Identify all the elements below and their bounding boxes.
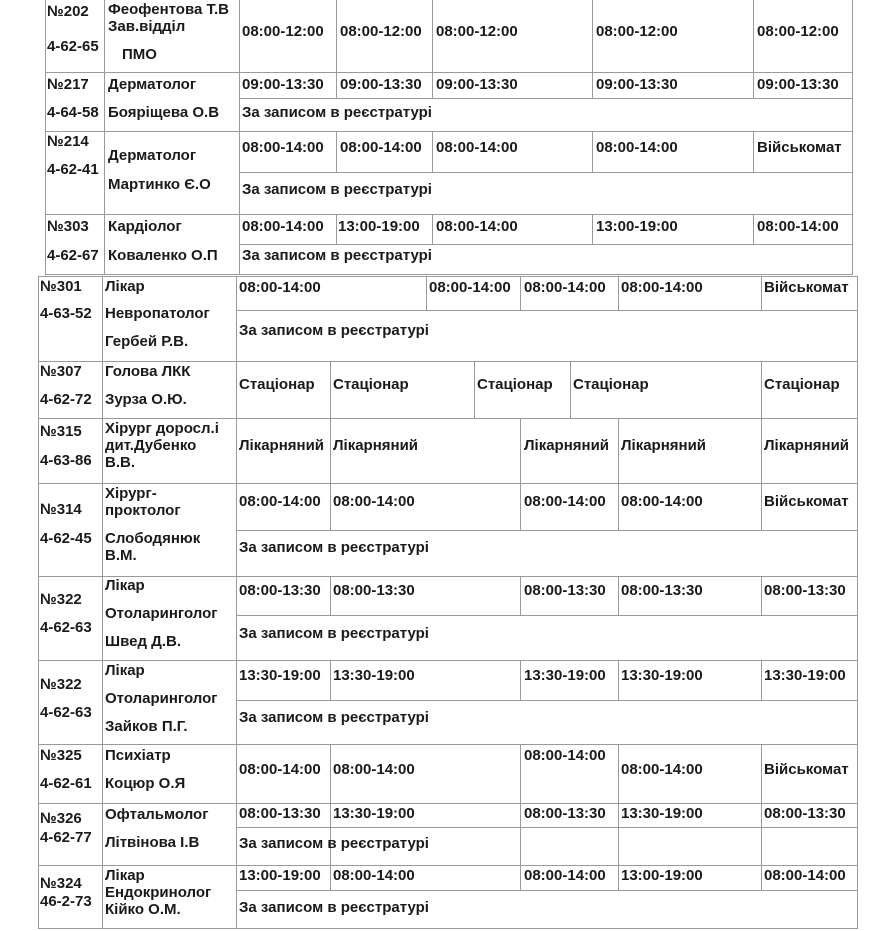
doctor-line: проктолог bbox=[105, 502, 181, 519]
schedule-cell: 08:00-14:00 bbox=[524, 867, 606, 884]
doctor-line: Ендокринолог bbox=[105, 884, 212, 901]
schedule-cell: 08:00-14:00 bbox=[764, 867, 846, 884]
room-number: №202 bbox=[47, 3, 89, 20]
appointment-note: За записом в реєстратурі bbox=[239, 625, 429, 642]
schedule-cell: Лікарняний bbox=[764, 437, 850, 454]
schedule-cell: 13:30-19:00 bbox=[764, 667, 846, 684]
schedule-cell: 08:00-14:00 bbox=[242, 139, 324, 156]
phone-number: 4-63-86 bbox=[40, 452, 92, 469]
room-number: №217 bbox=[47, 76, 89, 93]
schedule-cell: 13:30-19:00 bbox=[621, 805, 703, 822]
schedule-cell: 08:00-14:00 bbox=[239, 761, 321, 778]
doctor-line: Зайков П.Г. bbox=[105, 718, 188, 735]
schedule-cell: 08:00-13:30 bbox=[621, 582, 703, 599]
doctor-line: Бояріщева О.В bbox=[108, 104, 220, 121]
doctor-line: Лікар bbox=[105, 278, 145, 295]
schedule-cell: 09:00-13:30 bbox=[596, 76, 678, 93]
schedule-cell: 08:00-14:00 bbox=[429, 279, 511, 296]
doctor-line: Невропатолог bbox=[105, 305, 210, 322]
doctor-line: Отоларинголог bbox=[105, 605, 218, 622]
schedule-cell: Лікарняний bbox=[333, 437, 419, 454]
schedule-cell: 13:00-19:00 bbox=[621, 867, 703, 884]
schedule-cell: Стаціонар bbox=[764, 376, 840, 393]
room-number: №301 bbox=[40, 278, 82, 295]
doctor-line: Зурза О.Ю. bbox=[105, 391, 187, 408]
doctor-line: Психіатр bbox=[105, 747, 171, 764]
room-number: №303 bbox=[47, 218, 89, 235]
phone-number: 4-62-77 bbox=[40, 829, 92, 846]
schedule-cell: Лікарняний bbox=[621, 437, 707, 454]
appointment-note: За записом в реєстратурі bbox=[239, 835, 429, 852]
schedule-cell: 13:30-19:00 bbox=[333, 805, 415, 822]
schedule-cell: 08:00-13:30 bbox=[239, 805, 321, 822]
phone-number: 4-63-52 bbox=[40, 305, 92, 322]
phone-number: 4-62-67 bbox=[47, 247, 99, 264]
schedule-cell: 13:30-19:00 bbox=[621, 667, 703, 684]
phone-number: 4-62-41 bbox=[47, 161, 99, 178]
schedule-cell: 09:00-13:30 bbox=[340, 76, 422, 93]
doctor-line: Мартинко Є.О bbox=[108, 176, 211, 193]
phone-number: 4-62-63 bbox=[40, 704, 92, 721]
schedule-cell: 13:00-19:00 bbox=[338, 218, 420, 235]
schedule-cell: 08:00-14:00 bbox=[333, 761, 415, 778]
schedule-cell: 08:00-14:00 bbox=[621, 279, 703, 296]
doctor-line: Літвінова І.В bbox=[105, 834, 200, 851]
room-number: №322 bbox=[40, 676, 82, 693]
schedule-cell: 08:00-12:00 bbox=[436, 23, 518, 40]
phone-number: 4-62-72 bbox=[40, 391, 92, 408]
schedule-cell: 08:00-12:00 bbox=[340, 23, 422, 40]
doctor-line: Коваленко О.П bbox=[108, 247, 218, 264]
doctor-line: Коцюр О.Я bbox=[105, 775, 186, 792]
schedule-cell: Лікарняний bbox=[239, 437, 325, 454]
doctor-line: Лікар bbox=[105, 577, 145, 594]
schedule-cell: 09:00-13:30 bbox=[757, 76, 839, 93]
doctor-line: Дерматолог bbox=[108, 147, 197, 164]
room-number: №326 bbox=[40, 810, 82, 827]
doctor-line: Хірург- bbox=[105, 485, 157, 502]
room-number: №322 bbox=[40, 591, 82, 608]
schedule-cell: 08:00-14:00 bbox=[596, 139, 678, 156]
schedule-cell: 08:00-14:00 bbox=[333, 493, 415, 510]
doctor-line: Гербей Р.В. bbox=[105, 333, 189, 350]
schedule-cell: 08:00-13:30 bbox=[764, 582, 846, 599]
doctor-line: Офтальмолог bbox=[105, 806, 209, 823]
schedule-cell: 08:00-14:00 bbox=[524, 279, 606, 296]
schedule-cell: Військомат bbox=[757, 139, 842, 156]
schedule-cell: 13:30-19:00 bbox=[333, 667, 415, 684]
schedule-cell: Стаціонар bbox=[477, 376, 553, 393]
room-number: №324 bbox=[40, 875, 82, 892]
doctor-line: Кардіолог bbox=[108, 218, 182, 235]
schedule-cell: Стаціонар bbox=[239, 376, 315, 393]
appointment-note: За записом в реєстратурі bbox=[239, 899, 429, 916]
room-number: №315 bbox=[40, 423, 82, 440]
schedule-cell: 13:30-19:00 bbox=[239, 667, 321, 684]
schedule-cell: 09:00-13:30 bbox=[436, 76, 518, 93]
schedule-cell: 08:00-14:00 bbox=[436, 218, 518, 235]
schedule-cell: 08:00-14:00 bbox=[524, 747, 606, 764]
schedule-cell: Військомат bbox=[764, 279, 849, 296]
schedule-cell: 08:00-13:30 bbox=[524, 805, 606, 822]
room-number: №307 bbox=[40, 363, 82, 380]
schedule-cell: 08:00-14:00 bbox=[436, 139, 518, 156]
schedule-cell: 08:00-14:00 bbox=[242, 218, 324, 235]
schedule-cell: 08:00-12:00 bbox=[242, 23, 324, 40]
doctor-line: В.М. bbox=[105, 547, 137, 564]
schedule-cell: 08:00-14:00 bbox=[239, 279, 321, 296]
doctor-line: Слободянюк bbox=[105, 530, 201, 547]
schedule-cell: Стаціонар bbox=[573, 376, 649, 393]
schedule-cell: 08:00-13:30 bbox=[239, 582, 321, 599]
schedule-cell: Військомат bbox=[764, 761, 849, 778]
room-number: №314 bbox=[40, 501, 82, 518]
schedule-cell: Лікарняний bbox=[524, 437, 610, 454]
phone-number: 46-2-73 bbox=[40, 893, 92, 910]
schedule-cell: 08:00-14:00 bbox=[524, 493, 606, 510]
doctor-line: Хірург доросл.і bbox=[105, 420, 219, 437]
schedule-cell: 09:00-13:30 bbox=[242, 76, 324, 93]
doctor-line: Отоларинголог bbox=[105, 690, 218, 707]
schedule-cell: 08:00-14:00 bbox=[333, 867, 415, 884]
doctor-line: Лікар bbox=[105, 867, 145, 884]
phone-number: 4-64-58 bbox=[47, 104, 99, 121]
schedule-cell: Військомат bbox=[764, 493, 849, 510]
appointment-note: За записом в реєстратурі bbox=[239, 709, 429, 726]
schedule-cell: 08:00-13:30 bbox=[333, 582, 415, 599]
doctor-line: Швед Д.В. bbox=[105, 633, 181, 650]
appointment-note: За записом в реєстратурі bbox=[242, 181, 432, 198]
schedule-cell: 13:30-19:00 bbox=[524, 667, 606, 684]
phone-number: 4-62-61 bbox=[40, 775, 92, 792]
schedule-cell: 08:00-13:30 bbox=[764, 805, 846, 822]
schedule-cell: 08:00-12:00 bbox=[757, 23, 839, 40]
doctor-line: Лікар bbox=[105, 662, 145, 679]
doctor-line: Дерматолог bbox=[108, 76, 197, 93]
appointment-note: За записом в реєстратурі bbox=[239, 539, 429, 556]
doctor-line: Кійко О.М. bbox=[105, 901, 181, 918]
doctor-line: В.В. bbox=[105, 454, 135, 471]
phone-number: 4-62-45 bbox=[40, 530, 92, 547]
room-number: №325 bbox=[40, 747, 82, 764]
schedule-cell: Стаціонар bbox=[333, 376, 409, 393]
doctor-line: дит.Дубенко bbox=[105, 437, 197, 454]
schedule-cell: 13:00-19:00 bbox=[239, 867, 321, 884]
schedule-cell: 08:00-14:00 bbox=[621, 493, 703, 510]
appointment-note: За записом в реєстратурі bbox=[242, 104, 432, 121]
doctor-line: Голова ЛКК bbox=[105, 363, 191, 380]
room-number: №214 bbox=[47, 133, 89, 150]
doctor-line: Зав.відділ bbox=[108, 18, 186, 35]
appointment-note: За записом в реєстратурі bbox=[242, 247, 432, 264]
schedule-cell: 08:00-14:00 bbox=[621, 761, 703, 778]
schedule-cell: 13:00-19:00 bbox=[596, 218, 678, 235]
schedule-cell: 08:00-12:00 bbox=[596, 23, 678, 40]
doctor-line: Феофентова Т.В bbox=[108, 1, 229, 18]
schedule-cell: 08:00-14:00 bbox=[340, 139, 422, 156]
schedule-cell: 08:00-13:30 bbox=[524, 582, 606, 599]
phone-number: 4-62-65 bbox=[47, 38, 99, 55]
schedule-cell: 08:00-14:00 bbox=[239, 493, 321, 510]
schedule-cell: 08:00-14:00 bbox=[757, 218, 839, 235]
appointment-note: За записом в реєстратурі bbox=[239, 322, 429, 339]
doctor-line: ПМО bbox=[122, 46, 157, 63]
phone-number: 4-62-63 bbox=[40, 619, 92, 636]
